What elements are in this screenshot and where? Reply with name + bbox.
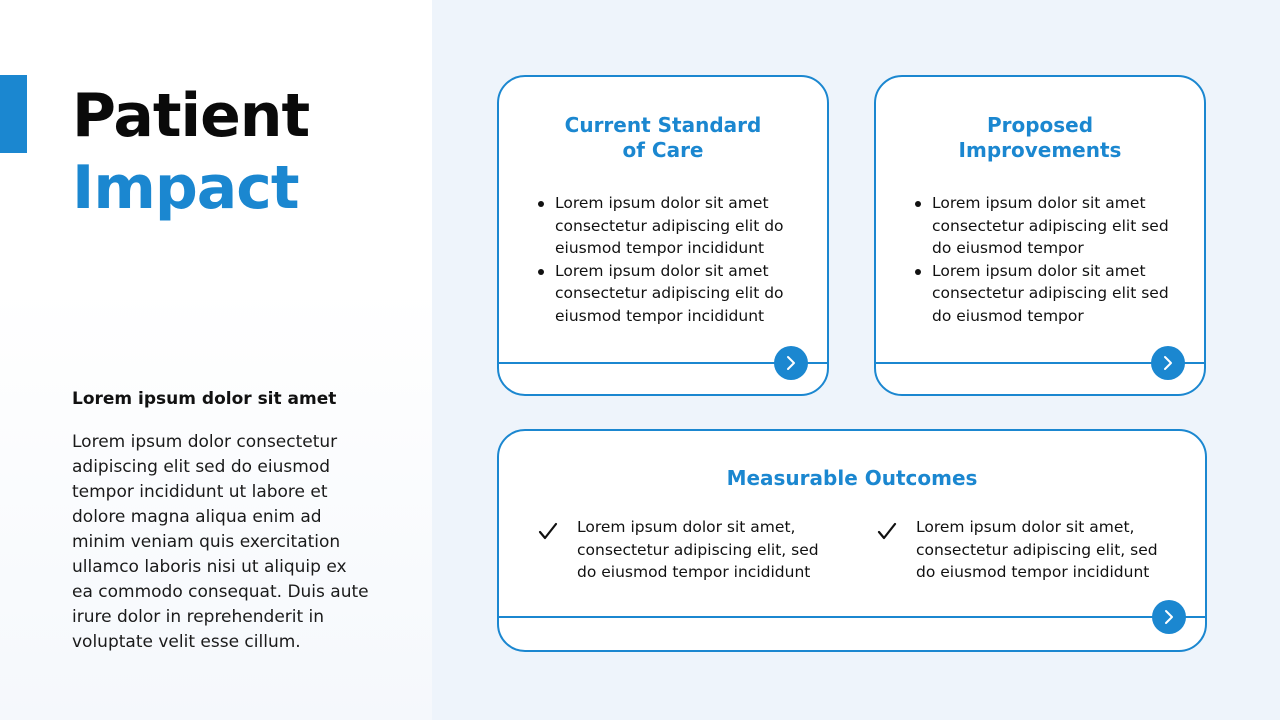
card-title: Measurable Outcomes (726, 466, 978, 490)
card-title-line-1: Proposed (986, 113, 1094, 137)
bullet-item: Lorem ipsum dolor sit amet consectetur adipiscing elit sed do eiusmod tempor (914, 260, 1184, 328)
subheading: Lorem ipsum dolor sit amet (72, 389, 337, 409)
title-line-2: Impact (72, 153, 299, 223)
outcome-text: Lorem ipsum dolor sit amet, consectetur adipiscing elit, sed do eiusmod tempor incididunt (577, 518, 819, 581)
body-paragraph: Lorem ipsum dolor consectetur adipiscing elit sed do eiusmod tempor incididunt ut labore et dolore magna aliqua enim ad minim veniam quis exercitation ullamco laboris nisi ut aliquip ex ea commodo consequat. Duis aute irure dolor in reprehenderit in voluptate velit esse cillum. (72, 432, 369, 652)
bullet-item: Lorem ipsum dolor sit amet consectetur adipiscing elit do eiusmod tempor incididunt (537, 260, 807, 328)
chevron-right-icon (1161, 355, 1175, 371)
outcome-text: Lorem ipsum dolor sit amet, consectetur adipiscing elit, sed do eiusmod tempor incididunt (916, 518, 1158, 581)
card-title-line-2: Improvements (958, 138, 1122, 162)
checkmark-icon (876, 520, 898, 542)
accent-bar (0, 75, 27, 153)
bullet-list (537, 192, 807, 327)
next-button[interactable] (1151, 346, 1185, 380)
chevron-right-icon (784, 355, 798, 371)
card-title (499, 113, 827, 163)
card-title-line-1: Current Standard (564, 113, 762, 137)
next-button[interactable] (1152, 600, 1186, 634)
card-current-standard (497, 75, 829, 396)
bullet-item: Lorem ipsum dolor sit amet consectetur adipiscing elit sed do eiusmod tempor (914, 192, 1184, 260)
bullet-list (914, 192, 1184, 327)
card-proposed-improvements (874, 75, 1206, 396)
checkmark-icon (537, 520, 559, 542)
card-measurable-outcomes (497, 429, 1207, 652)
outcome-item (537, 516, 837, 584)
bullet-item: Lorem ipsum dolor sit amet consectetur adipiscing elit do eiusmod tempor incididunt (537, 192, 807, 260)
chevron-right-icon (1162, 609, 1176, 625)
card-title-line-2: of Care (622, 138, 704, 162)
card-divider (499, 616, 1205, 618)
outcome-item (876, 516, 1176, 584)
next-button[interactable] (774, 346, 808, 380)
card-title (876, 113, 1204, 163)
title-line-1: Patient (72, 81, 310, 151)
